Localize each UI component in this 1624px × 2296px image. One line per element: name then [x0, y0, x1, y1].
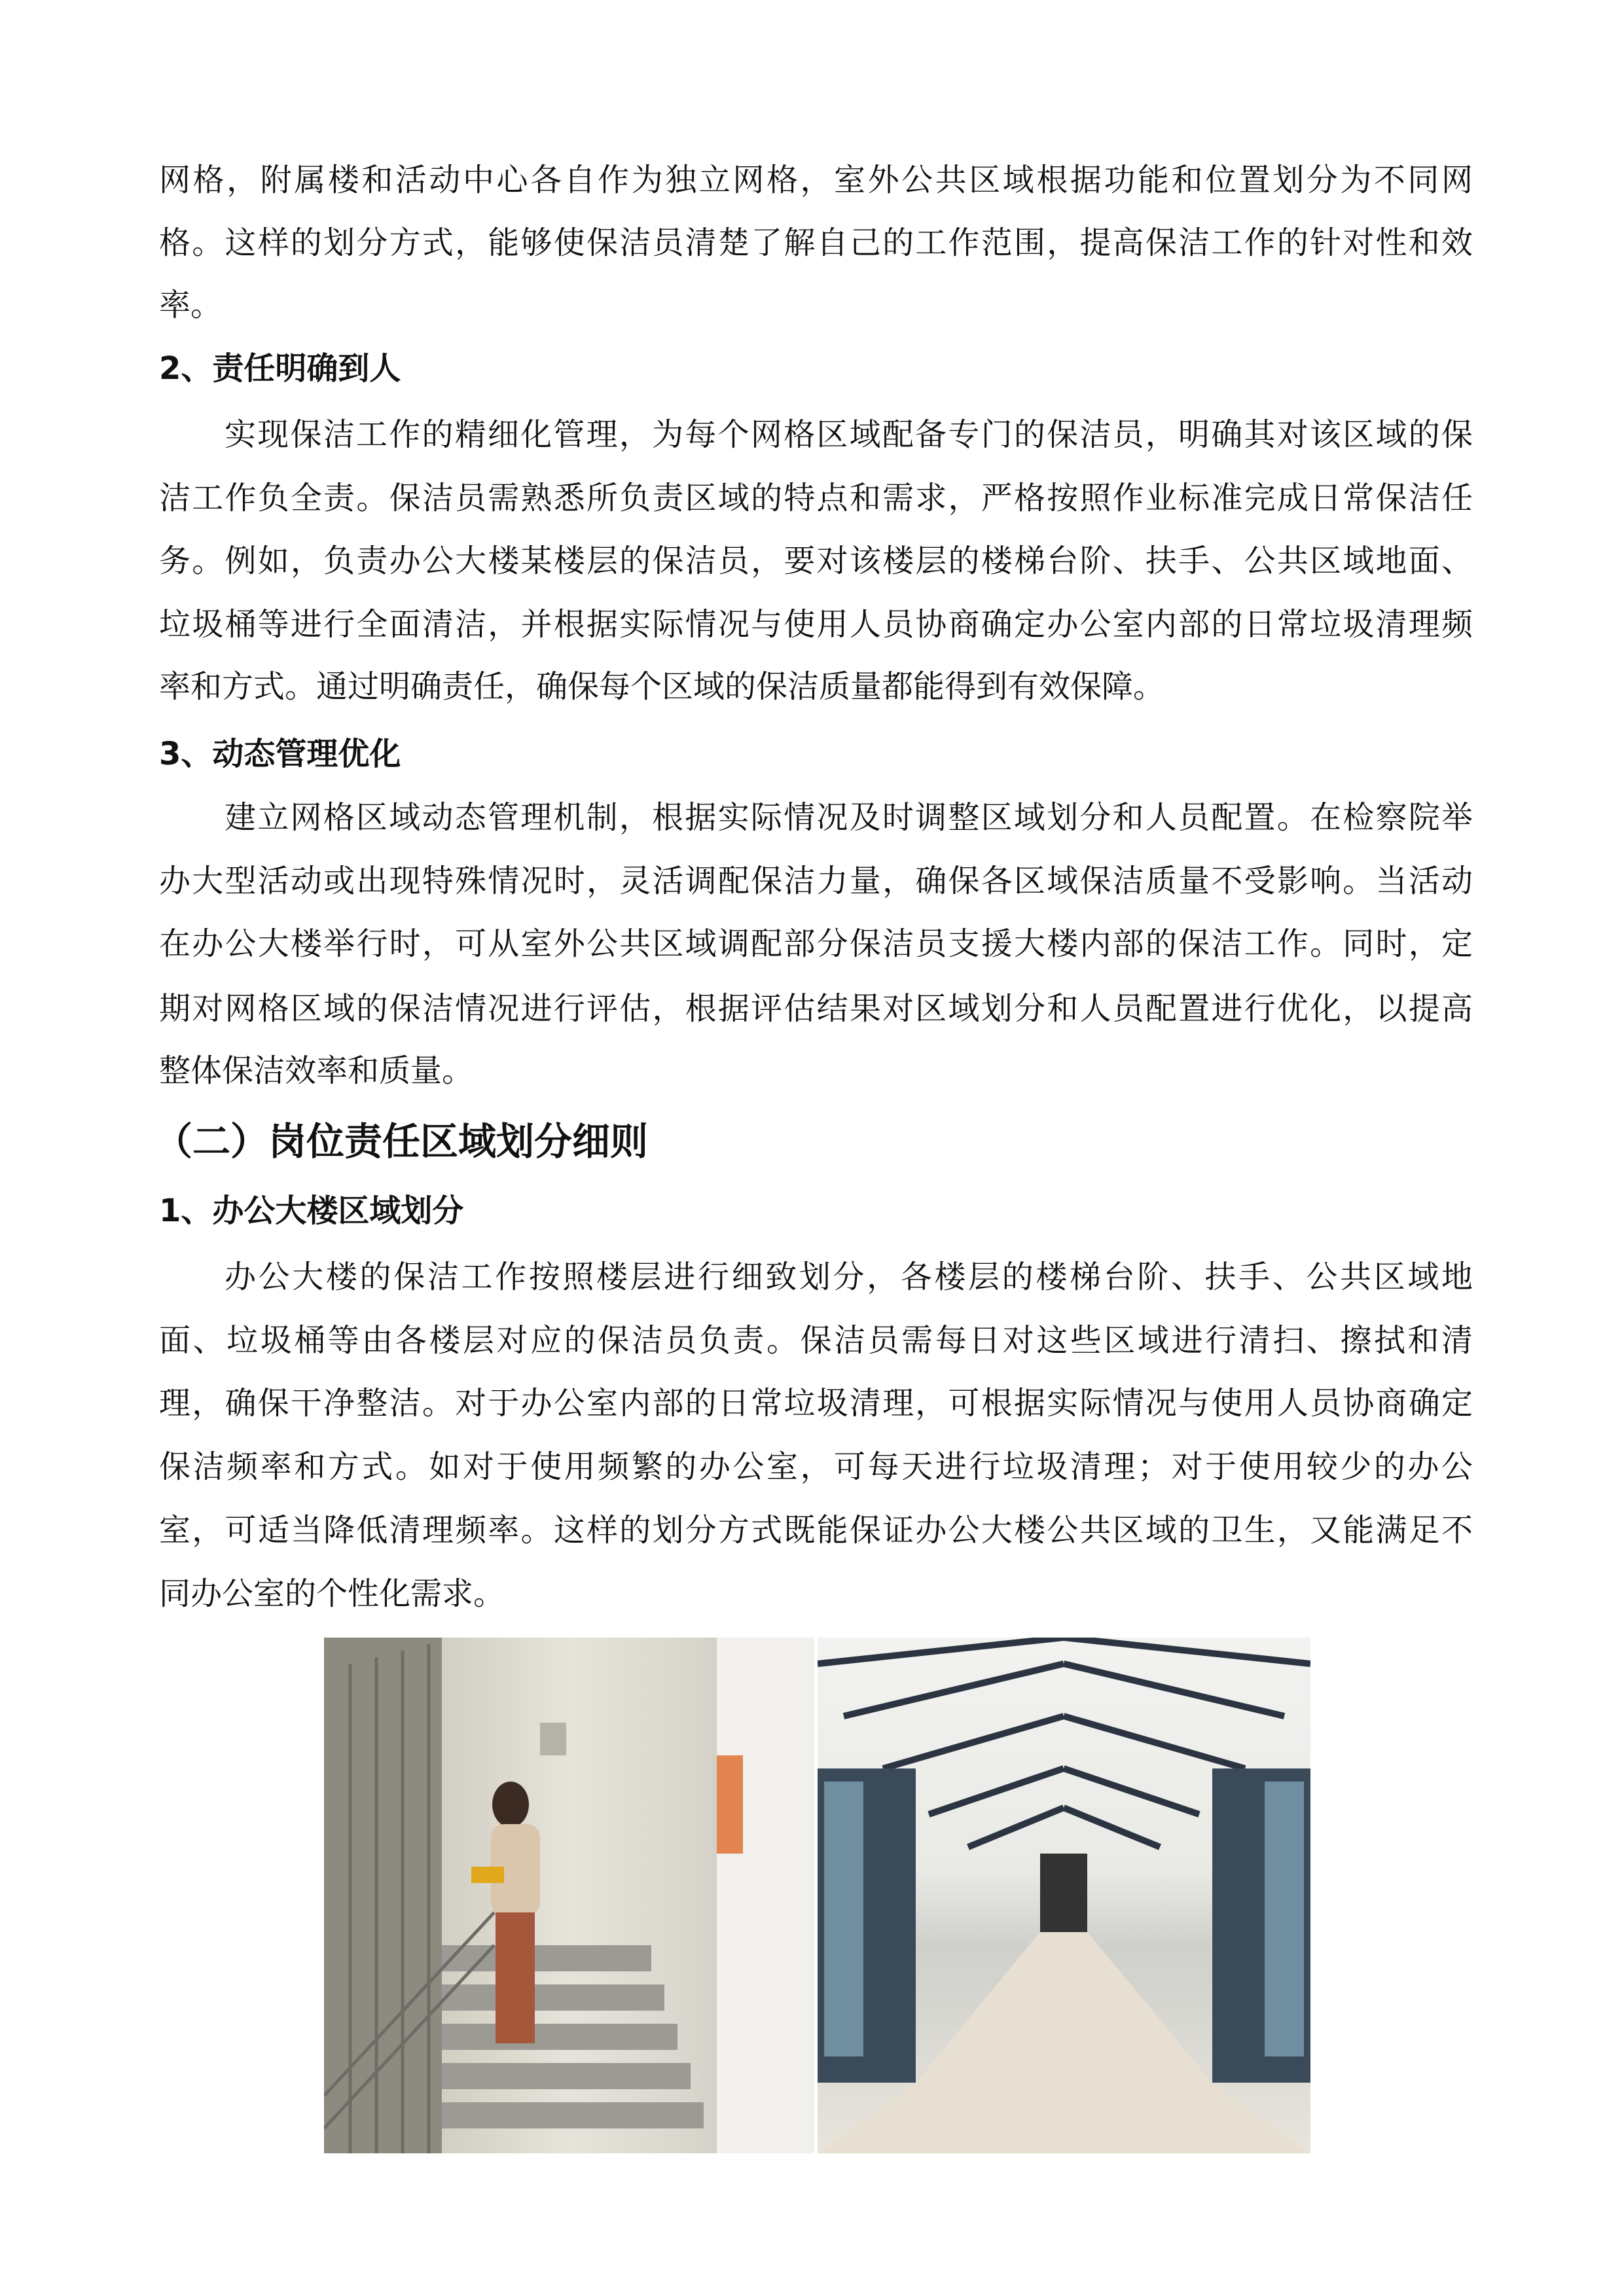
subheading: 2、责任明确到人 — [159, 350, 401, 387]
subheading: 1、办公大楼区域划分 — [159, 1193, 464, 1229]
body-line: 室，可适当降低清理频率。这样的划分方式既能保证办公大楼公共区域的卫生，又能满足不 — [159, 1513, 1473, 1548]
body-line: 网格，附属楼和活动中心各自作为独立网格，室外公共区域根据功能和位置划分为不同网 — [159, 163, 1473, 198]
body-line: 期对网格区域的保洁情况进行评估，根据评估结果对区域划分和人员配置进行优化，以提高 — [159, 992, 1473, 1026]
body-line: 保洁频率和方式。如对于使用频繁的办公室，可每天进行垃圾清理；对于使用较少的办公 — [159, 1450, 1473, 1484]
body-line: 率和方式。通过明确责任，确保每个区域的保洁质量都能得到有效保障。 — [159, 670, 1165, 704]
body-line: 理，确保干净整洁。对于办公室内部的日常垃圾清理，可根据实际情况与使用人员协商确定 — [159, 1386, 1473, 1421]
body-line: 实现保洁工作的精细化管理，为每个网格区域配备专门的保洁员，明确其对该区域的保 — [225, 418, 1473, 452]
section-heading: （二）岗位责任区域划分细则 — [154, 1119, 649, 1164]
body-line: 格。这样的划分方式，能够使保洁员清楚了解自己的工作范围，提高保洁工作的针对性和效 — [159, 226, 1473, 260]
body-line: 建立网格区域动态管理机制，根据实际情况及时调整区域划分和人员配置。在检察院举 — [225, 800, 1473, 835]
body-line: 务。例如，负责办公大楼某楼层的保洁员，要对该楼层的楼梯台阶、扶手、公共区域地面、 — [159, 544, 1473, 579]
body-line: 垃圾桶等进行全面清洁，并根据实际情况与使用人员协商确定办公室内部的日常垃圾清理频 — [159, 607, 1473, 642]
corridor-photo — [818, 1638, 1310, 2153]
body-line: 率。 — [159, 288, 223, 323]
subheading: 3、动态管理优化 — [159, 736, 401, 772]
body-line: 办大型活动或出现特殊情况时，灵活调配保洁力量，确保各区域保洁质量不受影响。当活动 — [159, 864, 1473, 899]
body-line: 整体保洁效率和质量。 — [159, 1054, 474, 1088]
body-line: 在办公大楼举行时，可从室外公共区域调配部分保洁员支援大楼内部的保洁工作。同时，定 — [159, 927, 1473, 961]
body-line: 洁工作负全责。保洁员需熟悉所负责区域的特点和需求，严格按照作业标准完成日常保洁任 — [159, 481, 1473, 516]
stairwell-cleaning-photo — [324, 1638, 814, 2153]
body-line: 面、垃圾桶等由各楼层对应的保洁员负责。保洁员需每日对这些区域进行清扫、擦拭和清 — [159, 1323, 1473, 1358]
body-line: 办公大楼的保洁工作按照楼层进行细致划分，各楼层的楼梯台阶、扶手、公共区域地 — [225, 1260, 1473, 1295]
body-line: 同办公室的个性化需求。 — [159, 1577, 505, 1611]
